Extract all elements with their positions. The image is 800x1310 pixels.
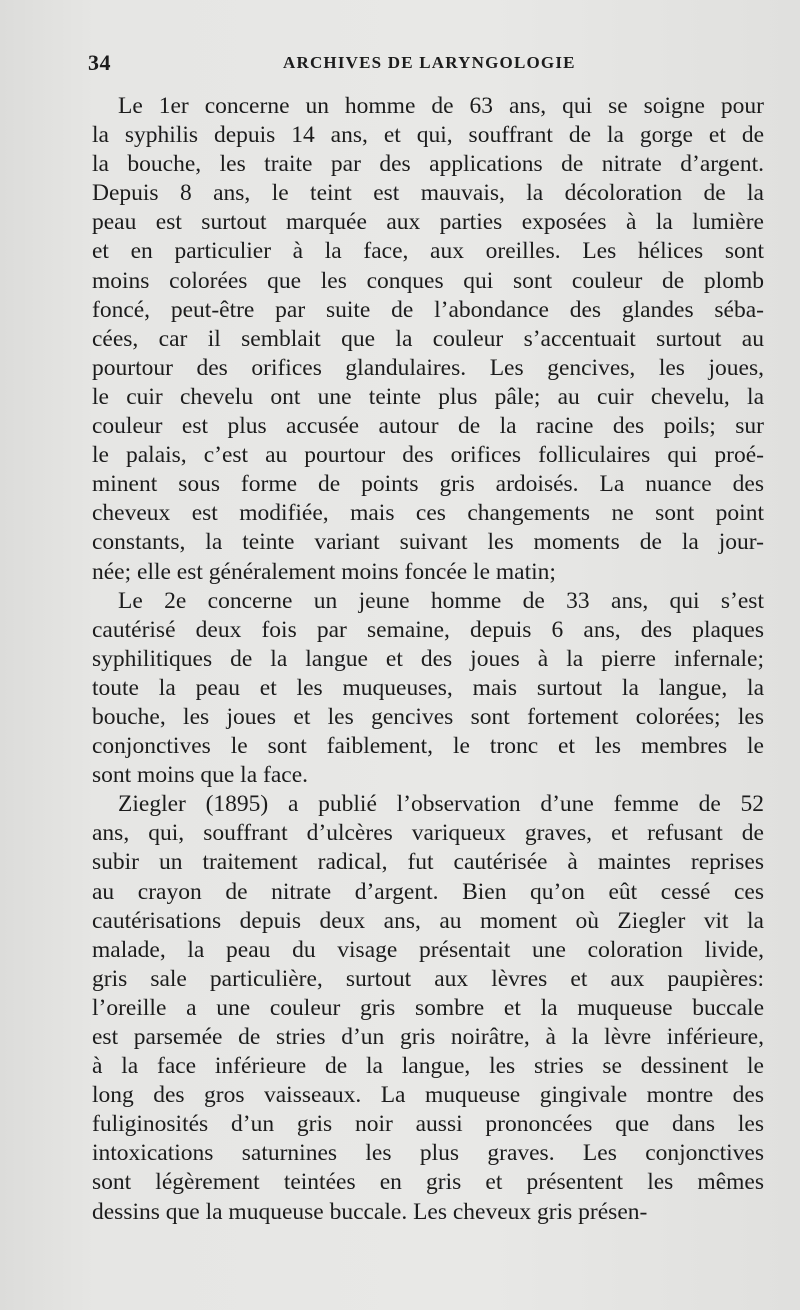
text-line: l’oreille a une couleur gris sombre et la muqueuse buccale <box>92 994 764 1021</box>
text-line: dessins que la muqueuse buccale. Les cheveux gris présen- <box>92 1198 648 1225</box>
body-text <box>92 92 764 1227</box>
text-line: est parsemée de stries d’un gris noirâtre, à la lèvre inférieure, <box>92 1024 764 1050</box>
text-line: peau est surtout marquée aux parties exposées à la lumière <box>92 209 764 236</box>
text-line: pourtour des orifices glandulaires. Les gencives, les joues, <box>92 354 764 381</box>
text-line: à la face inférieure de la langue, les stries se dessinent le <box>92 1053 764 1080</box>
text-line: cheveux est modifiée, mais ces changements ne sont point <box>92 500 764 527</box>
text-line: née; elle est généralement moins foncée le matin; <box>92 558 556 585</box>
text-line: cées, car il semblait que la couleur s’accentuait surtout au <box>92 325 764 352</box>
text-line: gris sale particulière, surtout aux lèvres et aux paupières: <box>92 965 764 992</box>
text-line: foncé, peut-être par suite de l’abondance des glandes séba- <box>92 296 764 323</box>
text-line: le cuir chevelu ont une teinte plus pâle; au cuir chevelu, la <box>92 383 764 410</box>
text-line: au crayon de nitrate d’argent. Bien qu’on eût cessé ces <box>92 878 764 905</box>
text-line: bouche, les joues et les gencives sont fortement colorées; les <box>92 703 764 730</box>
text-line: et en particulier à la face, aux oreilles. Les hélices sont <box>92 238 764 265</box>
text-line: sont moins que la face. <box>92 762 309 789</box>
text-line: malade, la peau du visage présentait une coloration livide, <box>92 936 764 963</box>
text-line: couleur est plus accusée autour de la racine des poils; sur <box>92 413 764 440</box>
text-line: cautérisations depuis deux ans, au moment où Ziegler vit la <box>92 907 764 934</box>
page-header <box>88 50 748 80</box>
text-line: Le 1er concerne un homme de 63 ans, qui se soigne pour <box>118 93 764 119</box>
paragraph-second-case <box>92 587 764 791</box>
paragraph-first-case <box>92 92 764 587</box>
text-line: Depuis 8 ans, le teint est mauvais, la décoloration de la <box>92 180 764 207</box>
text-line: conjonctives le sont faiblement, le tronc et les membres le <box>92 733 764 760</box>
text-line: subir un traitement radical, fut cautérisée à maintes reprises <box>92 849 764 876</box>
text-line: long des gros vaisseaux. La muqueuse gingivale montre des <box>92 1082 764 1109</box>
text-line: Le 2e concerne un jeune homme de 33 ans, qui s’est <box>118 587 764 614</box>
text-line: sont légèrement teintées en gris et présentent les mêmes <box>92 1169 764 1196</box>
text-line: la bouche, les traite par des applications de nitrate d’argent. <box>92 151 764 178</box>
text-line: moins colorées que les conques qui sont couleur de plomb <box>92 267 764 294</box>
text-line: toute la peau et les muqueuses, mais surtout la langue, la <box>92 674 764 701</box>
text-line: cautérisé deux fois par semaine, depuis 6 ans, des plaques <box>92 616 764 643</box>
paragraph-ziegler-observation <box>92 790 764 1226</box>
page-number: 34 <box>88 50 111 75</box>
text-line: intoxications saturnines les plus graves. Les conjonctives <box>92 1140 764 1167</box>
text-line: ans, qui, souffrant d’ulcères variqueux graves, et refusant de <box>92 820 764 847</box>
text-line: fuliginosités d’un gris noir aussi prononcées que dans les <box>92 1111 764 1138</box>
text-line: la syphilis depuis 14 ans, et qui, souffrant de la gorge et de <box>92 122 764 149</box>
text-line: Ziegler (1895) a publié l’observation d’une femme de 52 <box>118 791 764 818</box>
text-line: constants, la teinte variant suivant les moments de la jour- <box>92 529 764 556</box>
running-title: ARCHIVES DE LARYNGOLOGIE <box>283 53 576 72</box>
text-line: syphilitiques de la langue et des joues à la pierre infernale; <box>92 645 764 672</box>
text-line: minent sous forme de points gris ardoisés. La nuance des <box>92 471 764 498</box>
text-line: le palais, c’est au pourtour des orifices folliculaires qui proé- <box>92 442 764 469</box>
